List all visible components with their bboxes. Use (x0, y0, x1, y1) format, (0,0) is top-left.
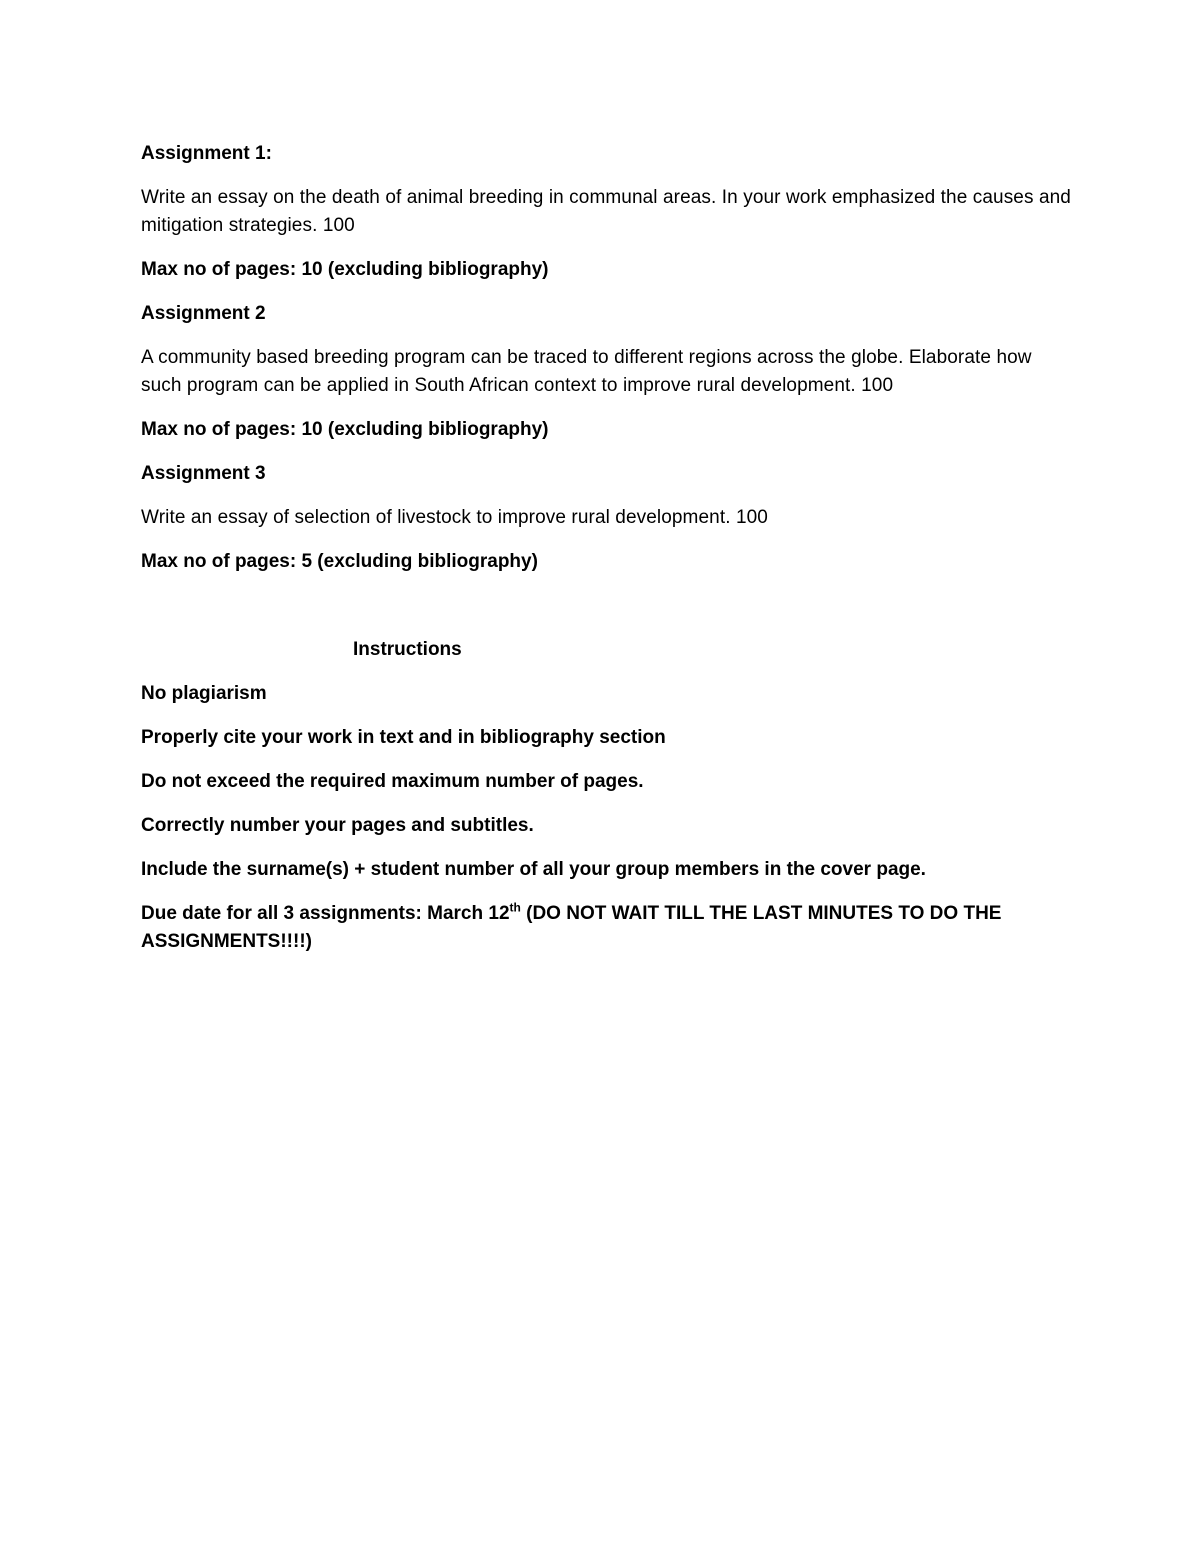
instructions-heading: Instructions (353, 639, 462, 660)
document-content (141, 140, 1071, 972)
assignment-1-max-pages: Max no of pages: 10 (excluding bibliography) (141, 259, 549, 280)
instruction-item: Properly cite your work in text and in bibliography section (141, 727, 666, 748)
due-date-suffix: (DO NOT WAIT TILL THE LAST MINUTES TO DO THE ASSIGNMENTS!!!!) (141, 903, 1002, 952)
due-date (141, 900, 1071, 956)
due-date-superscript: th (509, 900, 521, 915)
assignment-3-max-pages: Max no of pages: 5 (excluding bibliography) (141, 551, 538, 572)
assignment-2-max-pages: Max no of pages: 10 (excluding bibliography) (141, 419, 549, 440)
assignment-1-description: Write an essay on the death of animal breeding in communal areas. In your work emphasized the causes and mitigation strategies. 100 (141, 187, 1071, 236)
instruction-item: No plagiarism (141, 683, 267, 704)
assignment-2-description: A community based breeding program can be traced to different regions across the globe. Elaborate how such program can be applied in South African context to improve rural development. 100 (141, 347, 1032, 396)
instruction-item: Correctly number your pages and subtitles. (141, 815, 534, 836)
assignment-3-description: Write an essay of selection of livestock to improve rural development. 100 (141, 507, 768, 528)
assignment-1-title: Assignment 1: (141, 143, 272, 164)
assignment-2-title: Assignment 2 (141, 303, 266, 324)
assignment-3-title: Assignment 3 (141, 463, 266, 484)
instruction-item: Include the surname(s) + student number of all your group members in the cover page. (141, 859, 926, 880)
instruction-item: Do not exceed the required maximum number of pages. (141, 771, 644, 792)
due-date-prefix: Due date for all 3 assignments: March 12 (141, 903, 510, 924)
